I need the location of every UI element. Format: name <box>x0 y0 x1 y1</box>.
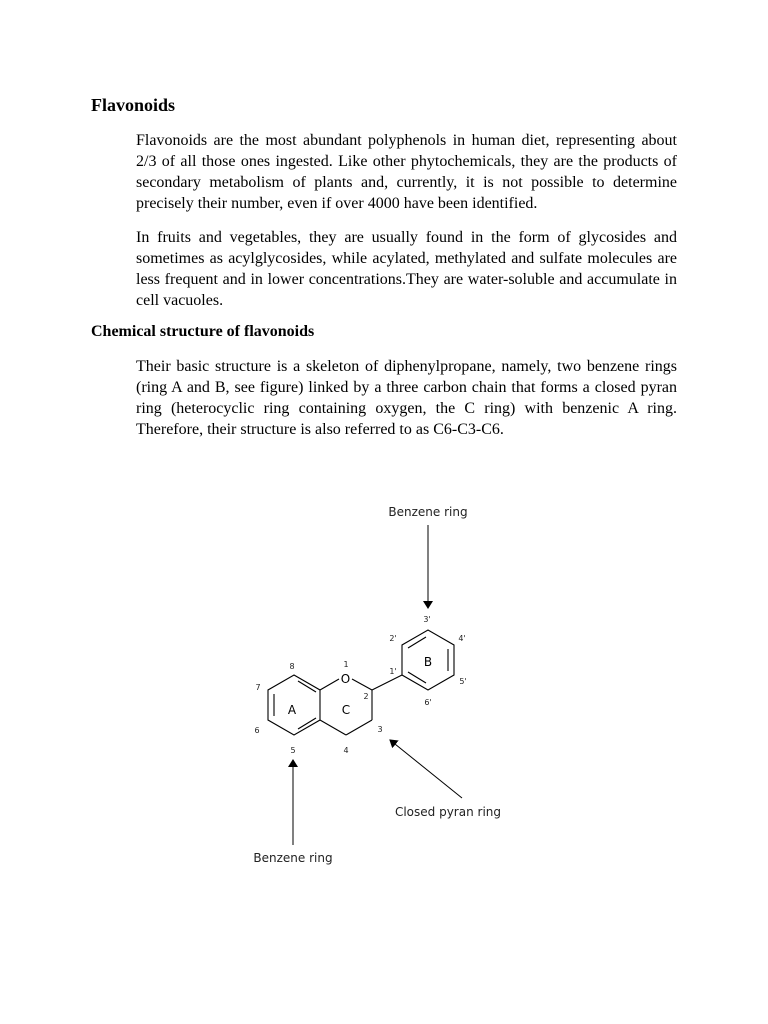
position-1-prime: 1' <box>389 667 397 676</box>
position-1: 1 <box>343 660 349 669</box>
ring-b-label: B <box>423 655 433 669</box>
page-title: Flavonoids <box>91 95 176 115</box>
section-heading: Chemical structure of flavonoids <box>91 323 315 340</box>
ring-a-label: A <box>287 703 297 717</box>
position-4: 4 <box>343 746 349 755</box>
position-2-prime: 2' <box>389 634 397 643</box>
oxygen-atom: O <box>340 672 351 686</box>
label-benzene-ring-bottom: Benzene ring <box>253 851 333 865</box>
position-3: 3 <box>377 725 383 734</box>
paragraph-structure: Their basic structure is a skeleton of diphenylpropane, namely, two benzene rings (ring A and B, see figure) linked by a three carbon chain that forms a closed pyran ring (heterocyclic ring containing oxygen, the C ring) with benzenic A ring. Therefore, their structure is also referred to as C6-C3-C6. <box>136 358 677 438</box>
position-6-prime: 6' <box>424 698 432 707</box>
ring-c-label: C <box>341 703 351 717</box>
paragraph-intro: Flavonoids are the most abundant polyphenols in human diet, representing about 2/3 of all those ones ingested. Like other phytochemicals, they are the products of secondary metabolism of plants and, currently, it is not possible to determine precisely their number, even if over 4000 have been identified. <box>136 132 677 212</box>
position-6: 6 <box>254 726 260 735</box>
position-7: 7 <box>255 683 261 692</box>
paragraph-occurrence: In fruits and vegetables, they are usually found in the form of glycosides and sometimes as acylglycosides, while acylated, methylated and sulfate molecules are less frequent and in lower concentrations.They are water-soluble and accumulate in cell vacuoles. <box>136 229 677 309</box>
arrow-pyran <box>390 740 462 798</box>
label-benzene-ring-top: Benzene ring <box>388 505 468 519</box>
c2-b-bond <box>372 675 402 690</box>
position-5: 5 <box>290 746 296 755</box>
label-closed-pyran-ring: Closed pyran ring <box>394 805 502 819</box>
position-8: 8 <box>289 662 295 671</box>
position-2: 2 <box>363 692 369 701</box>
position-3-prime: 3' <box>423 615 431 624</box>
position-4-prime: 4' <box>458 634 466 643</box>
position-5-prime: 5' <box>459 677 467 686</box>
